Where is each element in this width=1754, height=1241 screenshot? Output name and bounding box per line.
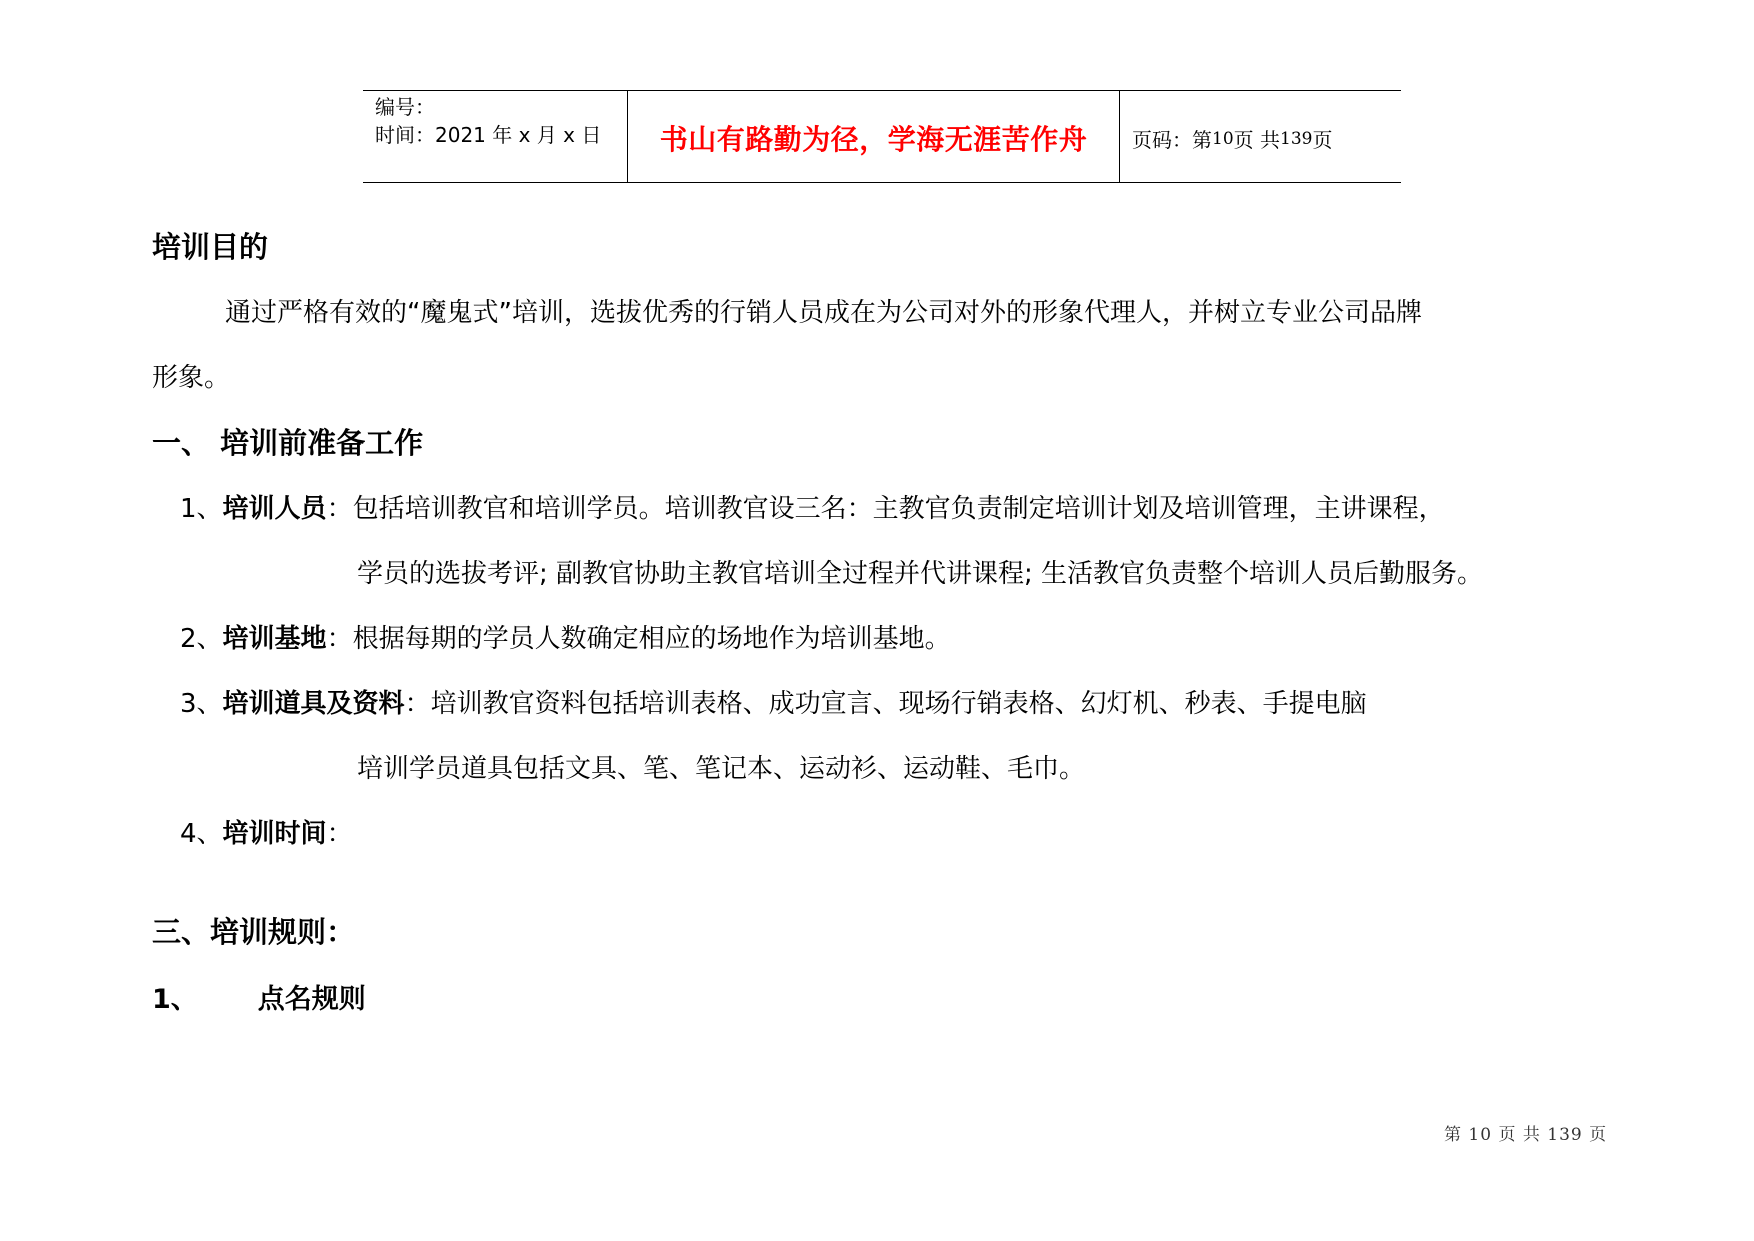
page-suffix: 页: [1312, 128, 1333, 152]
doc-time-label: 时间：2021 年 x 月 x 日: [375, 123, 602, 147]
item1-text: ：包括培训教官和培训学员。培训教官设三名：主教官负责制定培训计划及培训管理，主讲课程，: [326, 494, 1445, 524]
page-prefix: 页码：第: [1132, 128, 1212, 152]
item3-label: 培训道具及资料: [222, 689, 405, 719]
purpose-heading: 培训目的: [152, 230, 269, 264]
document-header-table: [363, 90, 1401, 183]
item3-text: ：培训教官资料包括培训表格、成功宣言、现场行销表格、幻灯机、秒表、手提电脑: [404, 689, 1367, 719]
page-footer: 第 10 页 共 139 页: [1444, 1125, 1608, 1145]
header-motto: 书山有路勤为径，学海无涯苦作舟: [659, 122, 1088, 156]
item2-number: 2、: [180, 624, 223, 654]
purpose-paragraph-line1: 通过严格有效的“魔鬼式”培训，选拔优秀的行销人员成在为公司对外的形象代理人，并树立专业公司品牌: [225, 298, 1422, 328]
item4-text: ：: [326, 819, 353, 849]
item1-label: 培训人员: [222, 494, 327, 524]
item4-number: 4、: [180, 819, 223, 849]
page-mid: 页 共: [1233, 128, 1280, 152]
doc-number-label: 编号：: [375, 95, 435, 119]
page-total: 139: [1280, 128, 1313, 149]
purpose-paragraph-line2: 形象。: [152, 363, 231, 393]
item3-number: 3、: [180, 689, 223, 719]
item3-continuation: 培训学员道具包括文具、笔、笔记本、运动衫、运动鞋、毛巾。: [357, 754, 1086, 784]
page-current: 10: [1212, 128, 1234, 149]
item2-label: 培训基地: [222, 624, 327, 654]
subsection1: [152, 977, 366, 1016]
section3-heading: 三、培训规则：: [152, 915, 356, 949]
item1-number: 1、: [180, 494, 223, 524]
header-motto-cell: [628, 91, 1120, 182]
header-info-cell: [363, 91, 628, 182]
item2-text: ：根据每期的学员人数确定相应的场地作为培训基地。: [326, 624, 951, 654]
item2: [180, 618, 951, 655]
item4: [180, 813, 353, 850]
item4-label: 培训时间: [222, 819, 327, 849]
item1: [180, 488, 1445, 525]
header-page-cell: [1120, 93, 1401, 184]
section1-heading: 一、 培训前准备工作: [152, 426, 424, 460]
subsection1-number: 1、: [152, 984, 198, 1015]
item1-continuation: 学员的选拔考评; 副教官协助主教官培训全过程并代讲课程; 生活教官负责整个培训人员后勤服务。: [357, 559, 1484, 589]
subsection1-label: 点名规则: [257, 984, 366, 1015]
item3: [180, 683, 1367, 720]
